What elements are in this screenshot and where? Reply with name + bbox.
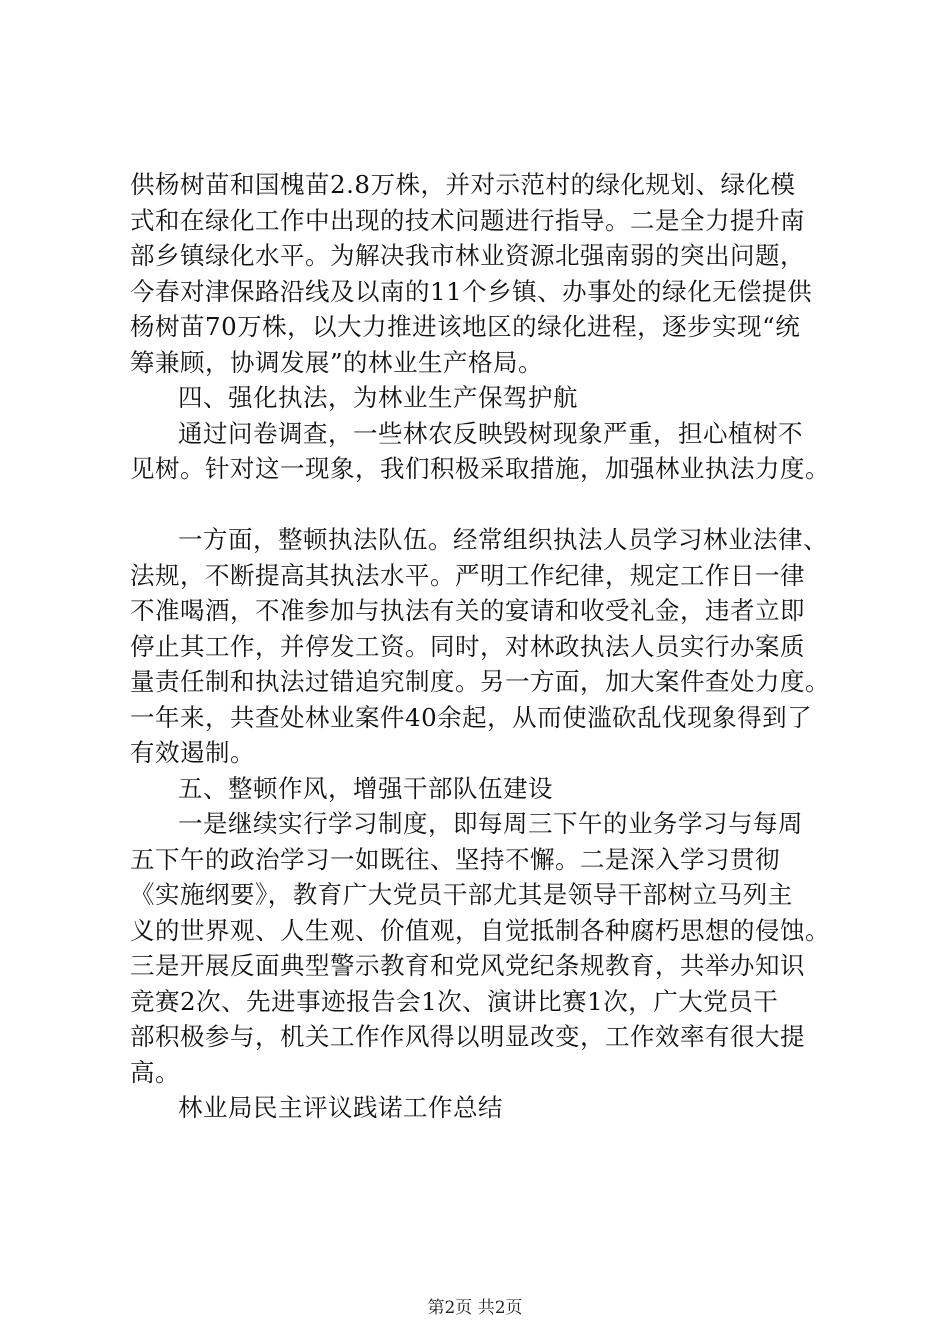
text-line: 今春对津保路沿线及以南的11个乡镇、办事处的绿化无偿提供: [130, 276, 813, 306]
text-line: 一是继续实行学习制度，即每周三下午的业务学习与每周: [178, 809, 803, 838]
text-line: 部乡镇绿化水平。为解决我市林业资源北强南弱的突出问题，: [130, 241, 805, 270]
text-line: 一方面，整顿执法队伍。经常组织执法人员学习林业法律、: [178, 525, 828, 554]
text-line: 竞赛2次、先进事迹报告会1次、演讲比赛1次，广大党员干: [130, 986, 779, 1016]
text-line: 停止其工作，并停发工资。同时，对林政执法人员实行办案质: [130, 631, 805, 661]
text-line: 三是开展反面典型警示教育和党风党纪条规教育，共举办知识: [130, 951, 805, 980]
text-line: 筹兼顾，协调发展”的林业生产格局。: [130, 347, 544, 377]
text-line: 一年来，共查处林业案件40余起，从而使滥砍乱伐现象得到了: [130, 702, 813, 732]
text-line: 供杨树苗和国槐苗2.8万株，并对示范村的绿化规划、绿化模: [130, 170, 796, 199]
page-number-footer: 第2页 共2页: [427, 1298, 523, 1318]
document-body: [130, 167, 840, 1126]
text-line: 通过问卷调查，一些林农反映毁树现象严重，担心植树不: [178, 418, 803, 448]
section-heading: 四、强化执法，为林业生产保驾护航: [178, 383, 578, 412]
text-line: 量责任制和执法过错追究制度。另一方面，加大案件查处力度。: [130, 667, 830, 696]
text-line: 有效遏制。: [130, 738, 255, 767]
text-line: 高。: [130, 1057, 180, 1087]
document-title-line: 林业局民主评议践诺工作总结: [178, 1093, 503, 1122]
text-line: 不准喝酒，不准参加与执法有关的宴请和收受礼金，违者立即: [130, 596, 805, 625]
text-line: 义的世界观、人生观、价值观，自觉抵制各种腐朽思想的侵蚀。: [130, 915, 830, 945]
text-line: 法规，不断提高其执法水平。严明工作纪律，规定工作日一律: [130, 560, 805, 590]
text-line: 杨树苗70万株，以大力推进该地区的绿化进程，逐步实现“统: [130, 312, 801, 341]
paragraph-gap: [130, 487, 840, 523]
text-line: 《实施纲要》，教育广大党员干部尤其是领导干部树立马列主: [130, 880, 793, 909]
text-line: 五下午的政治学习一如既往、坚持不懈。二是深入学习贯彻: [130, 844, 780, 874]
text-line: 部积极参与，机关工作作风得以明显改变，工作效率有很大提: [130, 1022, 805, 1051]
text-line: 见树。针对这一现象，我们积极采取措施，加强林业执法力度。: [130, 454, 830, 483]
section-heading: 五、整顿作风，增强干部队伍建设: [178, 773, 553, 803]
text-line: 式和在绿化工作中出现的技术问题进行指导。二是全力提升南: [130, 205, 805, 235]
